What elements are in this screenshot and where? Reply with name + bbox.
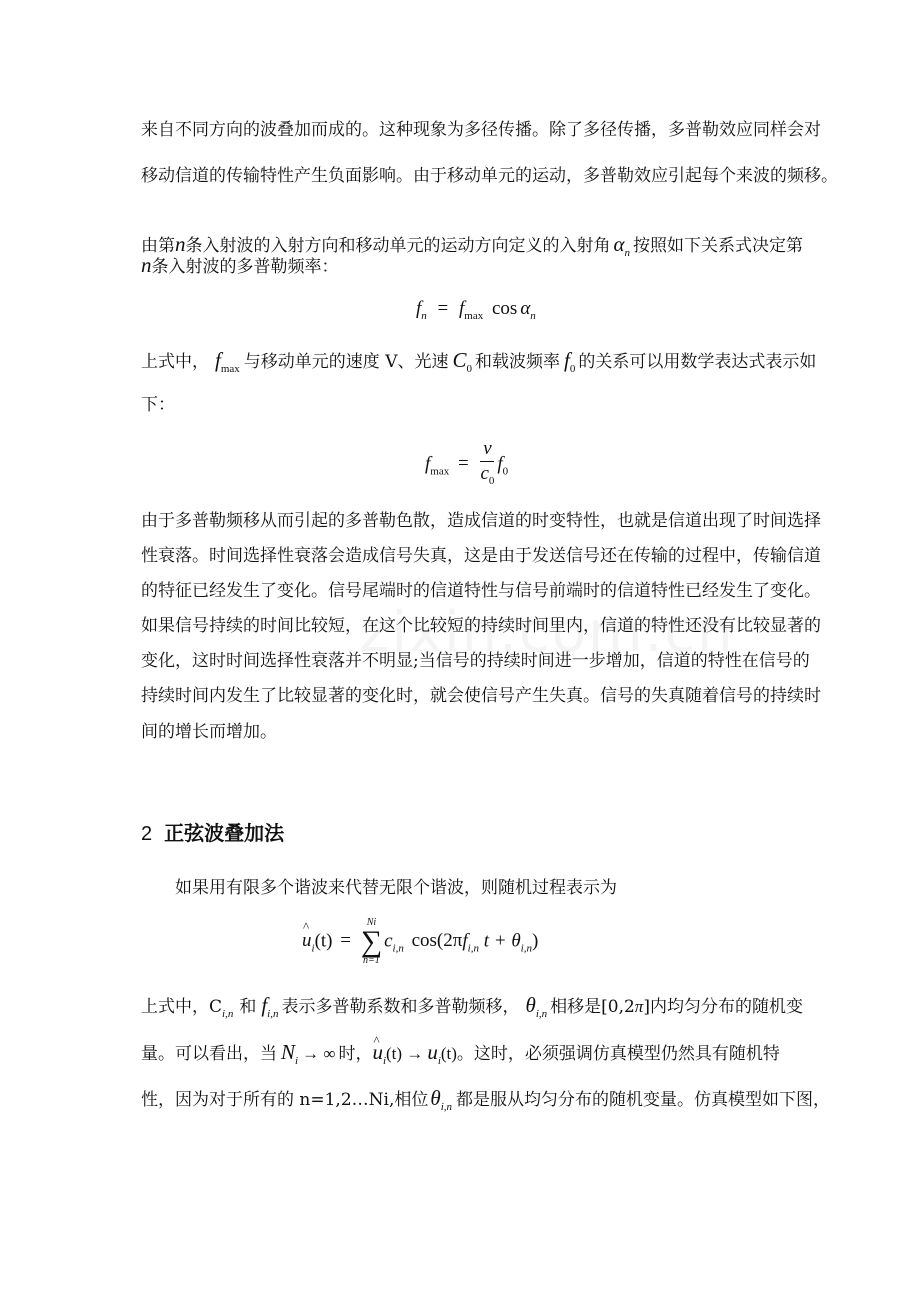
math-cos: cos(2π	[411, 930, 463, 952]
math-subscript: 0	[502, 465, 509, 478]
paragraph-line: 持续时间内发生了比较显著的变化时，就会使信号产生失真。信号的失真随着信号的持续时	[141, 686, 821, 706]
math-f: f	[462, 930, 468, 952]
paragraph-line: 移动信道的传输特性产生负面影响。由于移动单元的运动，多普勒效应引起每个来波的频移。	[141, 166, 838, 186]
text-run: 都是服从均匀分布的随机变量。仿真模型如下图，	[456, 1090, 830, 1110]
section-title: 正弦波叠加法	[164, 821, 285, 845]
paragraph-line: 性衰落。时间选择性衰落会造成信号失真，这是由于发送信号还在传输的过程中，传输信道	[141, 546, 821, 566]
math-alpha: α	[613, 232, 625, 256]
math-subscript: n	[421, 310, 427, 322]
text-run: ]内均匀分布的随机变	[643, 997, 803, 1017]
text-run: 。这时，必须强调仿真模型仍然具有随机特	[456, 1044, 780, 1064]
sum-lower-limit: n=1	[363, 955, 380, 966]
math-arg: (t) →	[386, 1044, 424, 1063]
math-u: u	[427, 1040, 438, 1064]
math-subscript: 0	[488, 475, 495, 487]
math-arg: (t)	[314, 930, 333, 952]
math-fraction	[480, 438, 494, 492]
math-subscript: i,n	[440, 1101, 452, 1113]
paragraph-line: 变化，这时时间选择性衰落并不明显;当信号的持续时间进一步增加，信道的特性在信号的	[141, 651, 810, 671]
math-theta: θ	[430, 1086, 441, 1110]
math-subscript: i	[311, 942, 315, 955]
paragraph-line: 下：	[141, 395, 175, 415]
math-summation	[361, 918, 382, 966]
math-subscript: 0	[466, 363, 472, 375]
text-run: 相移是[0,2	[550, 997, 635, 1017]
text-run: 由第	[141, 236, 175, 256]
text-run: 和载波频率	[475, 352, 560, 372]
text-run: 与移动单元的速度 V、光速	[243, 352, 449, 372]
paragraph-line: 来自不同方向的波叠加而成的。这种现象为多径传播。除了多径传播，多普勒效应同样会对	[141, 120, 821, 140]
math-u-hat: ^ u	[372, 1040, 383, 1064]
math-f: f	[215, 348, 221, 372]
math-subscript: n	[624, 247, 631, 259]
math-equals: =	[437, 298, 449, 319]
math-var-n: n	[141, 253, 152, 277]
math-equals: =	[457, 453, 469, 475]
math-subscript: max	[430, 465, 450, 478]
paragraph-line	[141, 993, 803, 1026]
math-cos: cos	[491, 298, 518, 319]
equation-random-process	[302, 918, 538, 966]
math-equals: =	[340, 930, 351, 952]
text-run: 条入射波的多普勒频率：	[151, 257, 339, 277]
math-subscript: i	[295, 1055, 299, 1067]
math-c: c	[480, 463, 489, 484]
text-run: 上式中，C	[141, 997, 223, 1017]
math-subscript: max	[220, 363, 240, 375]
math-subscript: n	[530, 310, 536, 322]
math-c0: C	[452, 348, 467, 372]
paragraph-line	[141, 253, 781, 279]
paragraph-line	[141, 1040, 781, 1073]
math-subscript: max	[464, 310, 484, 322]
math-subscript: i,n	[392, 942, 404, 955]
math-f: f	[425, 453, 431, 475]
math-subscript: i	[437, 1055, 441, 1067]
paragraph-line: 如果信号持续的时间比较短，在这个比较短的持续时间里内，信道的特性还没有比较显著的	[141, 616, 821, 636]
section-heading	[141, 817, 284, 846]
math-var-n: n	[175, 232, 186, 256]
math-numerator: v	[480, 438, 494, 462]
math-subscript: i,n	[467, 942, 479, 955]
paragraph-line: 由于多普勒频移从而引起的多普勒色散，造成信道的时变特性，也就是信道出现了时间选择	[141, 511, 821, 531]
math-alpha: α	[520, 298, 531, 319]
text-run: 性，因为对于所有的 n=1,2…Ni,相位	[141, 1090, 429, 1110]
text-run: 条入射波的入射方向和移动单元的运动方向定义的入射角	[185, 236, 611, 256]
math-arg: (t)	[440, 1044, 457, 1063]
sum-symbol: ∑	[360, 925, 383, 958]
math-f: f	[459, 298, 465, 319]
text-run: 的关系可以用数学表达式表示如	[578, 352, 817, 372]
text-run: 和	[239, 997, 257, 1017]
equation-doppler-frequency	[416, 298, 536, 322]
paragraph-line	[141, 1086, 830, 1119]
math-subscript: i,n	[535, 1008, 548, 1020]
math-f: f	[497, 453, 503, 475]
math-subscript: i,n	[520, 942, 532, 955]
math-subscript: i,n	[267, 1008, 279, 1020]
text-run: 表示多普勒系数和多普勒频移，	[281, 997, 520, 1017]
math-c: c	[384, 930, 393, 952]
sum-upper-limit: Ni	[366, 917, 377, 928]
equation-fmax	[425, 438, 508, 492]
math-N: N	[281, 1040, 296, 1064]
math-pi: π	[634, 997, 644, 1016]
math-subscript: i,n	[222, 1008, 234, 1020]
paragraph-line	[141, 348, 817, 381]
paragraph-line: 间的增长而增加。	[141, 722, 277, 742]
math-arrow-infinity: → ∞	[302, 1044, 336, 1063]
math-t: t +	[483, 930, 507, 952]
text-run: 量。可以看出，当	[141, 1044, 277, 1064]
math-f: f	[416, 298, 422, 319]
paragraph-line: 的特征已经发生了变化。信号尾端时的信道特性与信号前端时的信道特性已经发生了变化。	[141, 581, 821, 601]
math-f: f	[261, 993, 268, 1017]
math-theta: θ	[525, 993, 536, 1017]
math-close-paren: )	[531, 930, 539, 952]
math-u-hat: ^ u	[302, 930, 312, 952]
math-f0: f	[564, 348, 570, 372]
math-subscript: 0	[569, 363, 576, 375]
math-subscript: i	[382, 1055, 387, 1067]
text-run: 时，	[338, 1044, 373, 1064]
section-number: 2	[141, 823, 153, 845]
text-run: 按照如下关系式决定第	[633, 236, 804, 256]
math-theta: θ	[511, 930, 521, 952]
math-denominator	[480, 462, 494, 492]
text-run: 上式中，	[141, 352, 209, 372]
paragraph-line: 如果用有限多个谐波来代替无限个谐波，则随机过程表示为	[175, 878, 617, 898]
